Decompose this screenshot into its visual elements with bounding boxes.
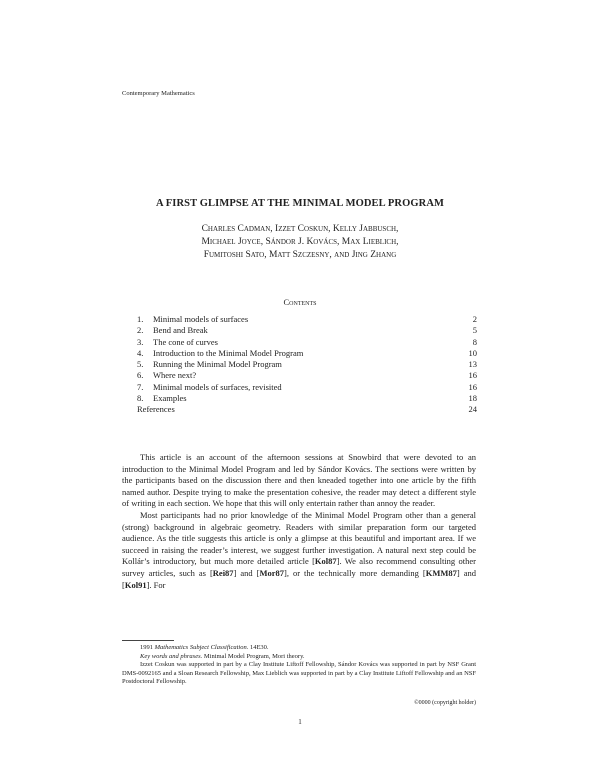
footnote-support: Izzet Coskun was supported in part by a Clay Institute Liftoff Fellowship, Sándor Kovács was supported in part by NSF Grant DMS-0092165 and a Sloan Research Fellowship, Max Lieblich was supported in part by a Clay Institute Liftoff Fellowship and an NSF Postdoctoral Fellowship. (122, 661, 476, 686)
footnote-divider (122, 640, 174, 641)
citation-link[interactable]: Kol91 (124, 579, 147, 590)
author-list (0, 223, 600, 262)
toc-number: 1. (137, 314, 144, 324)
text-run: ] and [ (233, 567, 260, 578)
citation-link[interactable]: Rei87 (212, 567, 234, 578)
toc-page: 2 (472, 314, 477, 324)
toc-label: Where next? (153, 370, 197, 381)
footnotes (122, 644, 476, 687)
toc-number: 2. (137, 325, 144, 336)
toc-page: 5 (472, 325, 477, 336)
footnote-msc (122, 644, 476, 653)
paragraph: This article is an account of the afternoon sessions at Snowbird that were devoted to an introduction to the Minimal Model Program and led by Sándor Kovács. The sections were written by the participants based on the discussion there and then kneaded together into one article by the fifth named author. Despite trying to make the presentation cohesive, the reader may detect a different style of writing in each section. We hope that this will only entertain rather than annoy the reader. (122, 452, 476, 509)
body-text (122, 452, 476, 591)
toc-page: 13 (468, 359, 477, 369)
paragraph (122, 510, 476, 591)
toc-entry[interactable] (137, 325, 477, 336)
toc-number: 7. (137, 381, 144, 392)
keywords-label: Key words and phrases. (140, 652, 203, 660)
toc-label: Minimal models of surfaces (153, 314, 249, 324)
toc-entry[interactable] (137, 382, 477, 393)
toc-page: 24 (468, 404, 477, 414)
toc-page: 16 (468, 381, 477, 392)
text-run: ] and [ (122, 567, 476, 590)
toc-page: 16 (468, 370, 477, 381)
toc-entry[interactable] (137, 359, 477, 370)
toc-page: 10 (468, 347, 477, 358)
toc-entry-references[interactable] (137, 404, 477, 415)
contents-heading: Contents (283, 297, 317, 307)
msc-year: 1991 (140, 644, 153, 651)
toc-label: References (137, 404, 175, 414)
msc-label: Mathematics Subject Classification. (154, 644, 249, 651)
author-line: Michael Joyce, Sándor J. Kovács, Max Lieblich, (201, 237, 399, 247)
citation-link[interactable]: Kol87 (314, 556, 337, 567)
toc-number: 6. (137, 370, 144, 381)
toc-entry[interactable] (137, 370, 477, 381)
toc-entry[interactable] (137, 393, 477, 404)
toc-page: 8 (472, 336, 477, 347)
text-run: ], or the technically more demanding [ (284, 567, 426, 578)
toc-label: Minimal models of surfaces, revisited (153, 381, 282, 392)
citation-link[interactable]: KMM87 (425, 567, 457, 578)
text-run: ]. We also recommend consulting other survey articles, such as [ (122, 556, 476, 578)
toc-number: 8. (137, 392, 144, 403)
page-number: 1 (298, 718, 302, 726)
toc-entry[interactable] (137, 348, 477, 359)
toc-entry[interactable] (137, 314, 477, 325)
text-run: ]. For (146, 579, 166, 590)
author-line: Charles Cadman, Izzet Coskun, Kelly Jabbusch, (201, 224, 399, 234)
citation-link[interactable]: Mor87 (259, 567, 285, 578)
text-run: Most participants had no prior knowledge of the Minimal Model Program other than a general (strong) background in algebraic geometry. Readers with similar preparation form our targeted audience. As the title suggests this article is only a glimpse at this beautiful and important area. If we succeed in raising the reader’s interest, we suggest further investigation. A natural next step could be Kollár’s introductory, but much more detailed article [ (122, 509, 476, 567)
paper-title: A FIRST GLIMPSE AT THE MINIMAL MODEL PROGRAM (155, 198, 445, 209)
toc-label: Introduction to the Minimal Model Program (153, 347, 304, 358)
toc-label: The cone of curves (153, 336, 218, 347)
toc-number: 5. (137, 359, 144, 369)
author-line: Fumitoshi Sato, Matt Szczesny, and Jing Zhang (203, 250, 397, 260)
table-of-contents (137, 314, 477, 415)
series-header: Contemporary Mathematics (122, 90, 195, 97)
footnote-keywords (122, 653, 476, 662)
toc-entry[interactable] (137, 337, 477, 348)
toc-label: Examples (153, 392, 187, 403)
msc-value: 14E30. (249, 644, 269, 651)
toc-label: Running the Minimal Model Program (153, 359, 282, 369)
toc-number: 4. (137, 347, 144, 358)
toc-page: 18 (468, 392, 477, 403)
toc-number: 3. (137, 336, 144, 347)
copyright-notice: ©0000 (copyright holder) (414, 700, 476, 706)
toc-label: Bend and Break (153, 325, 208, 336)
keywords-value: Minimal Model Program, Mori theory. (203, 652, 305, 660)
